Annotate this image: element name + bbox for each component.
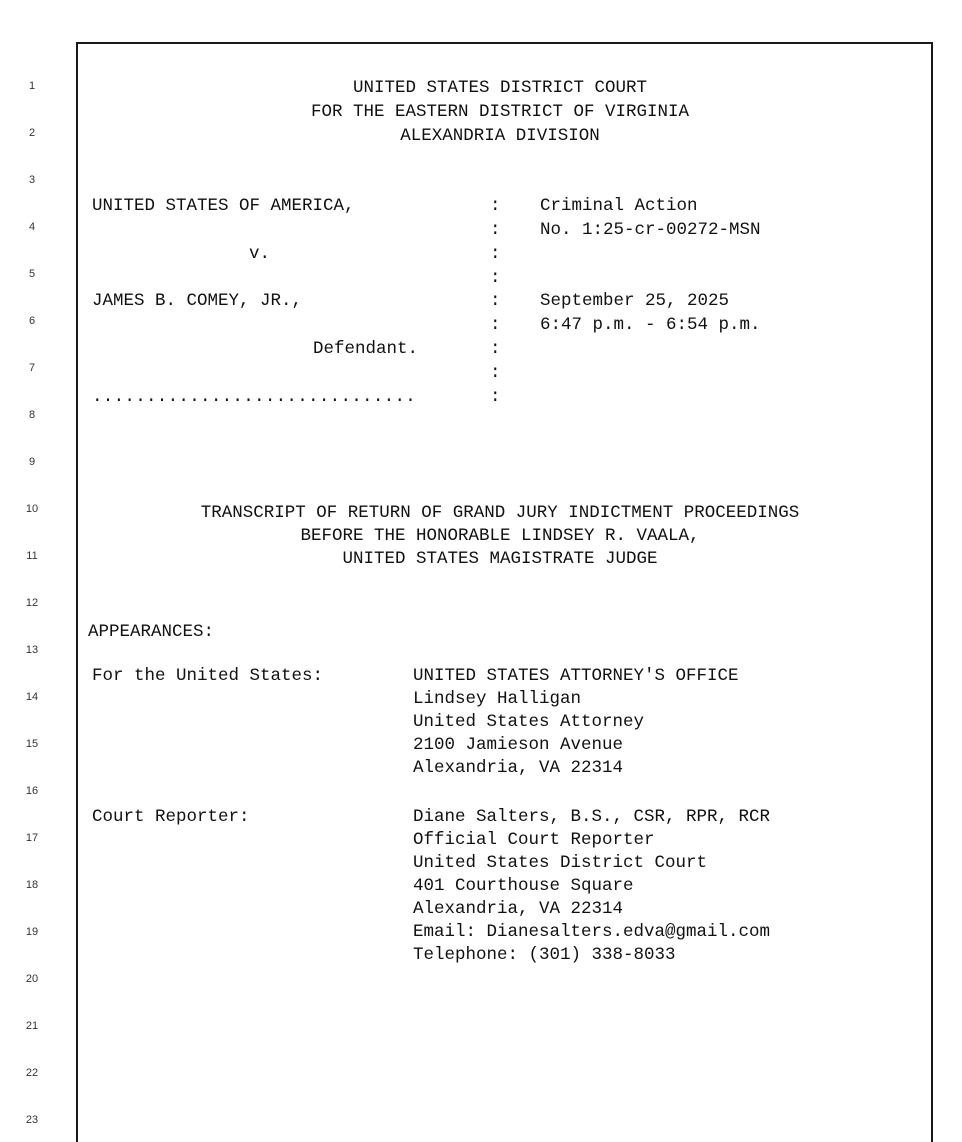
line-number: 13: [25, 644, 39, 656]
plaintiff-name: UNITED STATES OF AMERICA,: [92, 196, 355, 216]
reporter-line: United States District Court: [413, 853, 708, 873]
line-number: 10: [25, 503, 39, 515]
caption-colon: :: [490, 244, 501, 264]
court-division: ALEXANDRIA DIVISION: [400, 126, 600, 146]
caption-colon: :: [490, 291, 501, 311]
transcript-judge-title: UNITED STATES MAGISTRATE JUDGE: [342, 549, 658, 569]
line-number: 22: [25, 1067, 39, 1079]
caption-colon: :: [490, 196, 501, 216]
reporter-line: Official Court Reporter: [413, 830, 655, 850]
line-number: 11: [26, 550, 38, 562]
caption-colon: :: [490, 268, 501, 288]
appearances-heading: APPEARANCES:: [88, 622, 215, 642]
line-number: 12: [25, 597, 39, 609]
caption-colon: :: [490, 339, 501, 359]
line-number: 14: [25, 691, 39, 703]
action-type: Criminal Action: [540, 196, 698, 216]
line-number: 23: [25, 1114, 39, 1126]
defendant-label: Defendant.: [313, 339, 419, 359]
hearing-time: 6:47 p.m. - 6:54 p.m.: [540, 315, 761, 335]
line-number: 18: [25, 879, 39, 891]
line-number: 4: [28, 221, 36, 233]
reporter-phone: Telephone: (301) 338-8033: [413, 945, 676, 965]
transcript-judge: BEFORE THE HONORABLE LINDSEY R. VAALA,: [300, 526, 700, 546]
line-number: 20: [25, 973, 39, 985]
government-line: 2100 Jamieson Avenue: [413, 735, 624, 755]
reporter-email[interactable]: Email: Dianesalters.edva@gmail.com: [413, 922, 771, 942]
line-number: 19: [25, 926, 39, 938]
line-number: 1: [28, 80, 36, 92]
line-number: 21: [25, 1020, 39, 1032]
line-number: 5: [28, 268, 36, 280]
reporter-line: Diane Salters, B.S., CSR, RPR, RCR: [413, 807, 771, 827]
line-number: 7: [28, 362, 36, 374]
caption-colon: :: [490, 387, 501, 407]
reporter-line: Alexandria, VA 22314: [413, 899, 624, 919]
government-line: UNITED STATES ATTORNEY'S OFFICE: [413, 666, 739, 686]
hearing-date: September 25, 2025: [540, 291, 730, 311]
government-line: Alexandria, VA 22314: [413, 758, 624, 778]
caption-dots: ..............................: [92, 387, 417, 407]
line-number: 8: [28, 409, 36, 421]
reporter-line: 401 Courthouse Square: [413, 876, 634, 896]
line-number: 6: [28, 315, 36, 327]
caption-colon: :: [490, 363, 501, 383]
caption-colon: :: [490, 315, 501, 335]
caption-colon: :: [490, 220, 501, 240]
government-label: For the United States:: [92, 666, 324, 686]
court-name: UNITED STATES DISTRICT COURT: [352, 78, 648, 98]
case-number: No. 1:25-cr-00272-MSN: [540, 220, 761, 240]
government-line: Lindsey Halligan: [413, 689, 582, 709]
transcript-title: TRANSCRIPT OF RETURN OF GRAND JURY INDICTMENT PROCEEDINGS: [200, 503, 800, 523]
court-district: FOR THE EASTERN DISTRICT OF VIRGINIA: [310, 102, 690, 122]
line-number: 17: [25, 832, 39, 844]
defendant-name: JAMES B. COMEY, JR.,: [92, 291, 303, 311]
line-number: 3: [28, 174, 36, 186]
versus-label: v.: [249, 244, 271, 264]
government-line: United States Attorney: [413, 712, 645, 732]
line-number: 2: [28, 127, 36, 139]
line-number: 16: [25, 785, 39, 797]
line-number: 15: [25, 738, 39, 750]
line-number: 9: [28, 456, 36, 468]
reporter-label: Court Reporter:: [92, 807, 250, 827]
